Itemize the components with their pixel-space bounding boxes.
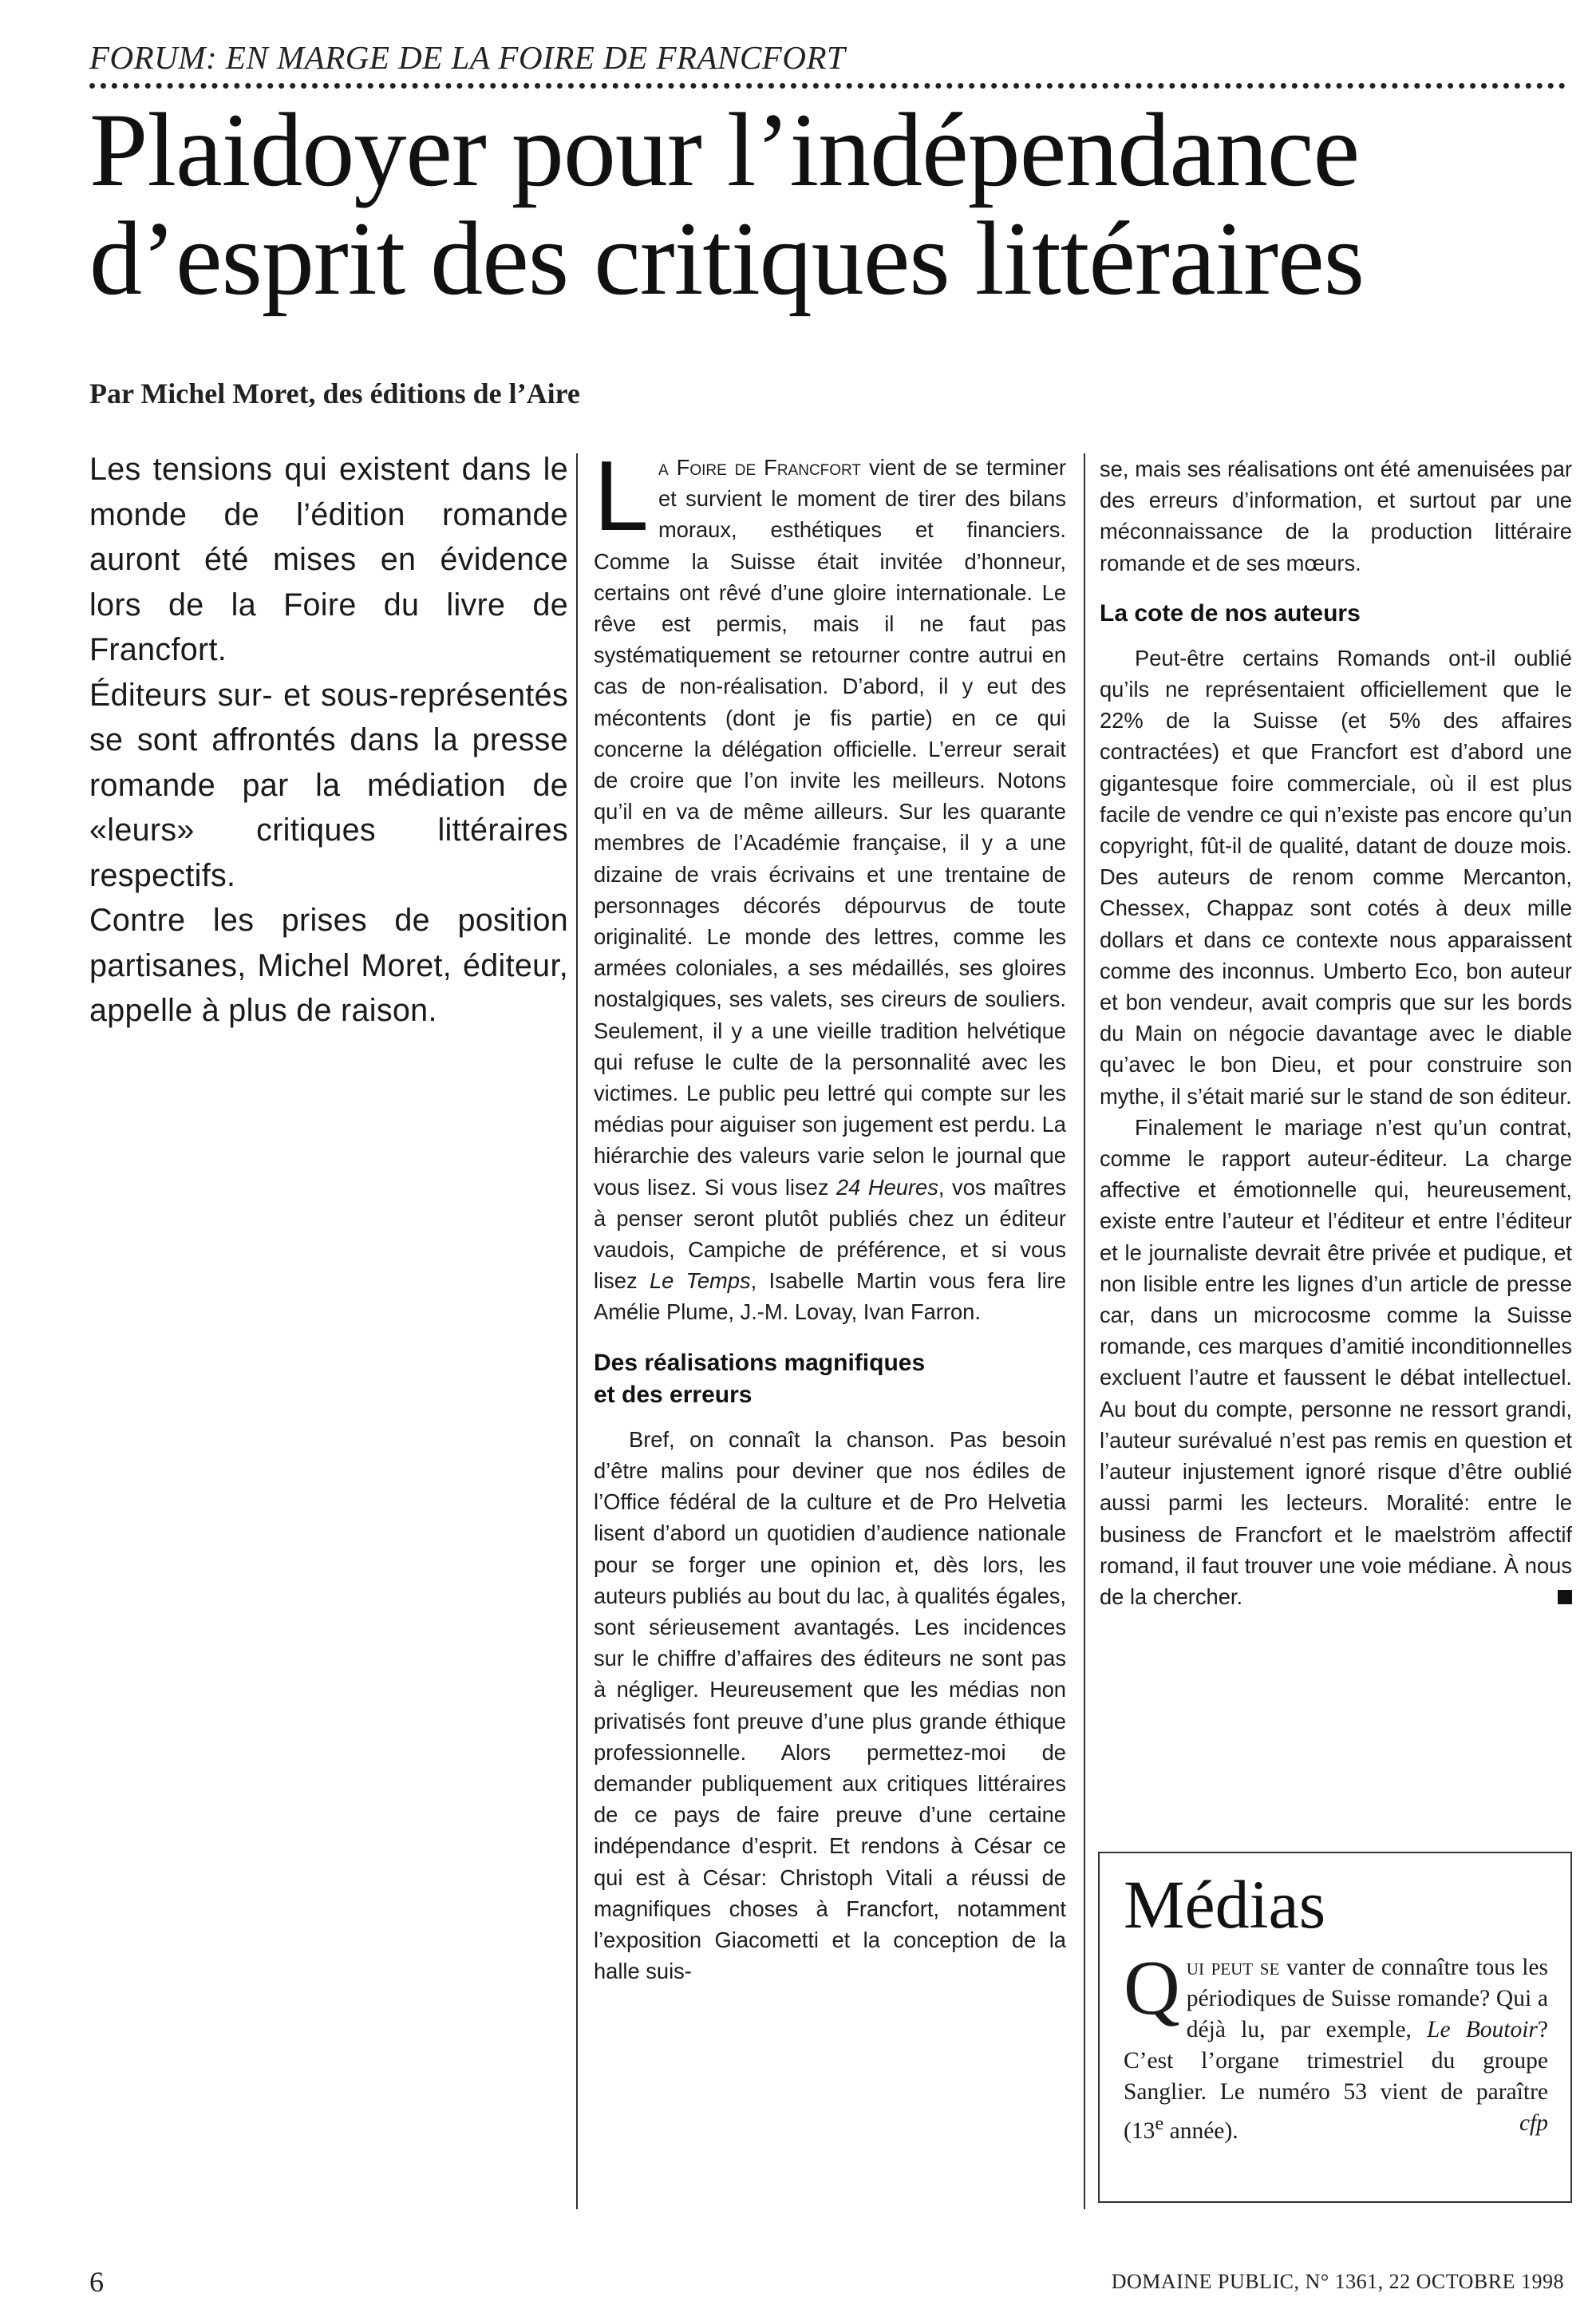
- end-mark-icon: [1558, 1590, 1572, 1604]
- subheading: La cote de nos auteurs: [1100, 599, 1361, 627]
- newspaper-title: Le Temps: [649, 1268, 751, 1294]
- drop-cap: Q: [1124, 1945, 1180, 2031]
- drop-cap: L: [594, 441, 649, 552]
- column-rule: [576, 453, 578, 2209]
- dotted-rule: [89, 83, 1566, 89]
- article-paragraph: Peut-être certains Romands ont-il oublié qu’ils ne représentaient officiellement que le 22% de la Suisse (et 5% des affaires contractées) et que Francfort est d’abord une gigantesque foire commerciale, où il est plus facile de vendre ce qui n’existe pas encore qu’un copyright, fût-il de qualité, datant de douze mois. Des auteurs de renom comme Mercanton, Chessex, Chappaz sont cotés à deux mille dollars et dans ce contexte nous apparaissent comme des inconnus. Umberto Eco, bon auteur et bon vendeur, avait compris que sur les bords du Main on négocie davantage avec le diable qu’avec le bon Dieu, et pour construire son mythe, il s’était marié sur le stand de son éditeur.: [1100, 645, 1572, 1109]
- medias-title: Médias: [1124, 1866, 1326, 1943]
- medias-text: Qui peut se vanter de connaître tous les périodiques de Suisse romande? Qui a déjà lu, par exemple, Le Boutoir? C’est l’organe trimestriel du groupe Sanglier. Le numéro 53 vient de paraître (13e année). cfp: [1124, 1945, 1548, 2144]
- article-paragraph: se, mais ses réalisations ont été amenuisées par des erreurs d’information, et surtout par une méconnaissance de la production littéraire romande et de ses mœurs.: [1100, 457, 1572, 575]
- medias-box: [1098, 1852, 1572, 2203]
- headline-line-1: Plaidoyer pour l’indépendance: [89, 91, 1360, 208]
- byline: Par Michel Moret, des éditions de l’Aire: [89, 378, 580, 409]
- headline-line-2: d’esprit des critiques littéraires: [89, 200, 1365, 317]
- article-column-1: [594, 441, 1066, 1987]
- periodical-title: Le Boutoir: [1427, 2017, 1538, 2042]
- article-paragraph: Bref, on connaît la chanson. Pas besoin d’être malins pour deviner que nos édiles de l’Office fédéral de la culture et de Pro Helvetia lisent d’abord un quotidien d’audience nationale pour se forger une opinion et, dès lors, les auteurs publiés au bout du lac, à qualités égales, sont sérieusement avantagés. Les incidences sur le chiffre d’affaires des éditeurs ne sont pas à négliger. Heureusement que les médias non privatisés font preuve d’une plus grande éthique professionnelle. Alors permettez-moi de demander publiquement aux critiques littéraires de ce pays de faire preuve d’une certaine indépendance d’esprit. Et rendons à César ce qui est à César: Christoph Vitali a réussi de magnifiques choses à Francfort, notamment l’exposition Giacometti et la conception de la halle suis-: [594, 1426, 1066, 1984]
- footer-publication: DOMAINE PUBLIC, N° 1361, 22 OCTOBRE 1998: [1111, 2270, 1564, 2293]
- newspaper-title: 24 Heures: [836, 1174, 938, 1200]
- lead-paragraph: Les tensions qui existent dans le monde de l’édition romande auront été mises en évidence lors de la Foire du livre de Francfort.: [89, 452, 568, 667]
- lead-paragraph: Éditeurs sur- et sous-représentés se sont affrontés dans la presse romande par la médiation de «leurs» critiques littéraires respectifs.: [89, 677, 568, 893]
- lead-paragraph: Contre les prises de position partisanes, Michel Moret, éditeur, appelle à plus de raison.: [89, 903, 568, 1028]
- section-rubric: FORUM: EN MARGE DE LA FOIRE DE FRANCFORT: [89, 39, 846, 76]
- author-signature: cfp: [1519, 2110, 1548, 2136]
- article-paragraph: La Foire de Francfort vient de se terminer et survient le moment de tirer des bilans moraux, esthétiques et financiers. Comme la Suisse était invitée d’honneur, certains ont rêvé d’une gloire internationale. Le rêve est permis, mais il ne faut pas systématiquement se retourner contre autrui en cas de non-réalisation. D’abord, il y eut des mécontents (dont je fis partie) en ce qui concerne la délégation officielle. L’erreur serait de croire que l’on invite les meilleurs. Notons qu’il en va de même ailleurs. Sur les quarante membres de l’Académie française, il y a une dizaine de vrais écrivains et une trentaine de personnages décorés dépourvus de toute originalité. Le monde des lettres, comme les armées coloniales, a ses médaillés, ses gloires nostalgiques, ses valets, ses cireurs de souliers. Seulement, il y a une vieille tradition helvétique qui refuse le culte de la personnalité avec les victimes. Le public peu lettré qui compte sur les médias pour aiguiser son jugement est perdu. La hiérarchie des valeurs varie selon le journal que vous lisez. Si vous lisez 24 Heures, vos maîtres à penser seront plutôt publiés chez un éditeur vaudois, Campiche de préférence, et si vous lisez Le Temps, Isabelle Martin vous fera lire Amélie Plume, J.-M. Lovay, Ivan Farron.: [594, 441, 1066, 1325]
- article-paragraph: Finalement le mariage n’est qu’un contrat, comme le rapport auteur-éditeur. La charge affective et émotionnelle qui, heureusement, existe entre l’auteur et l’éditeur et entre l’éditeur et le journaliste devrait être privée et pudique, et non lisible entre les lignes d’un article de presse car, dans un microcosme comme la Suisse romande, ces marques d’amitié inconditionnelles excluent l’autre et faussent le débat intellectuel. Au bout du compte, personne ne ressort grandi, l’auteur surévalué n’est pas remis en question et l’auteur injustement ignoré risque d’être oublié aussi parmi les lecteurs. Moralité: entre le business de Francfort et le maelström affectif romand, il faut trouver une voie médiane. À nous de la chercher.: [1100, 1114, 1572, 1609]
- headline: [89, 91, 1558, 317]
- column-rule: [1084, 453, 1085, 2209]
- page-number: 6: [89, 2266, 104, 2298]
- subheading: Des réalisations magnifiques et des erreurs: [594, 1349, 926, 1408]
- lead-summary: [89, 447, 568, 1034]
- article-column-2: [1100, 453, 1572, 1612]
- small-caps-lead: a Foire de Francfort: [658, 455, 862, 480]
